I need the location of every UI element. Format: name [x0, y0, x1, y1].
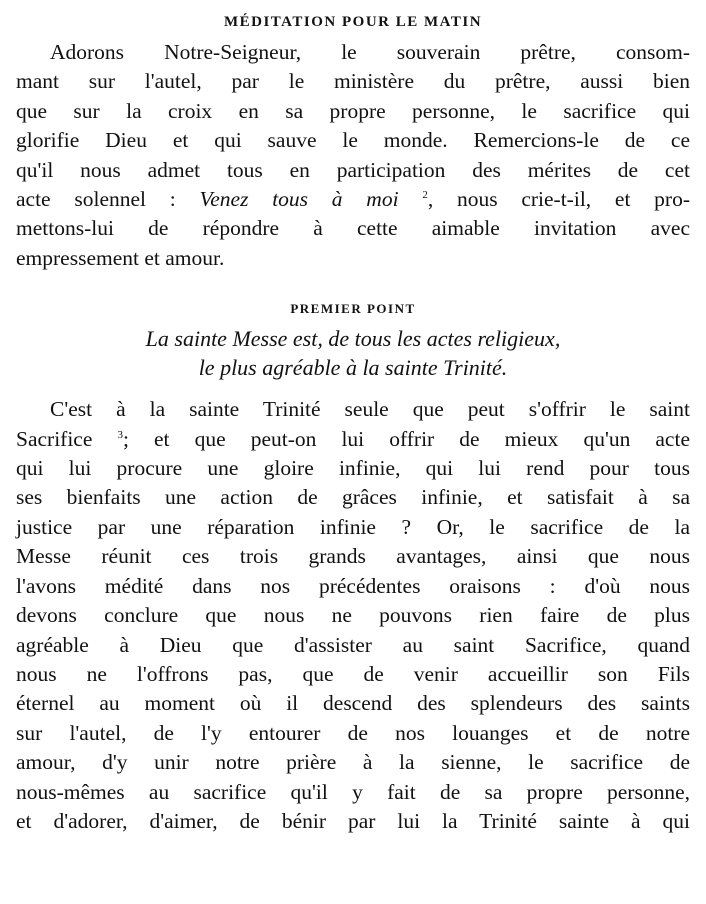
page-heading: MÉDITATION POUR LE MATIN — [223, 14, 483, 30]
intro-line: mettons-lui de répondre à cette aimable invitation avec — [16, 216, 690, 241]
intro-line: glorifie Dieu et qui sauve le monde. Remercions-le de ce — [16, 128, 690, 153]
body-line: nous-mêmes au sacrifice qu'il y fait de sa propre personne, — [16, 779, 690, 804]
body-line: éternel au moment où il descend des splendeurs des saints — [16, 691, 690, 716]
body-text: ; et que peut-on lui offrir de mieux qu'un acte — [122, 426, 690, 451]
body-line: justice par une réparation infinie ? Or, le sacrifice de la — [16, 514, 690, 539]
body-line: Messe réunit ces trois grands avantages, ainsi que nous — [16, 544, 690, 569]
subtitle-line: le plus agréable à la sainte Trinité. — [198, 355, 508, 381]
body-line: nous ne l'offrons pas, que de venir accueillir son Fils — [16, 661, 690, 686]
body-line: qui lui procure une gloire infinie, qui lui rend pour tous — [16, 456, 690, 481]
body-line: l'avons médité dans nos précédentes oraisons : d'où nous — [16, 573, 690, 598]
quotation: Venez tous à moi — [199, 187, 399, 212]
intro-line: mant sur l'autel, par le ministère du prêtre, aussi bien — [16, 69, 690, 94]
footnote-marker: 2 — [422, 189, 428, 202]
body-text: Sacrifice — [16, 426, 118, 451]
section-subtitle — [16, 324, 690, 382]
intro-line: Adorons Notre-Seigneur, le souverain prêtre, consom- — [50, 40, 690, 64]
document-page — [16, 8, 690, 836]
body-line: agréable à Dieu que d'assister au saint Sacrifice, quand — [16, 632, 690, 657]
intro-line: que sur la croix en sa propre personne, le sacrifice qui — [16, 98, 690, 123]
body-line: C'est à la sainte Trinité seule que peut s'offrir le saint — [50, 397, 690, 422]
body-line: ses bienfaits une action de grâces infinie, et satisfait à sa — [16, 485, 690, 510]
intro-line — [16, 185, 690, 214]
footnote-marker: 3 — [117, 428, 123, 441]
section-label: PREMIER POINT — [290, 301, 416, 317]
intro-text: , nous crie-t-il, et pro- — [427, 187, 691, 212]
intro-line: empressement et amour. — [16, 245, 225, 270]
intro-line: qu'il nous admet tous en participation des mérites de cet — [16, 157, 690, 182]
intro-text: acte solennel : — [16, 187, 200, 212]
body-line: et d'adorer, d'aimer, de bénir par lui la Trinité sainte à qui — [16, 808, 690, 833]
body-paragraph — [16, 395, 690, 836]
body-line — [16, 425, 690, 454]
body-line: amour, d'y unir notre prière à la sienne, le sacrifice de — [16, 750, 690, 775]
body-line: sur l'autel, de l'y entourer de nos louanges et de notre — [16, 720, 690, 745]
body-line: devons conclure que nous ne pouvons rien faire de plus — [16, 603, 690, 628]
subtitle-line: La sainte Messe est, de tous les actes religieux, — [145, 326, 561, 352]
intro-paragraph — [16, 38, 690, 273]
